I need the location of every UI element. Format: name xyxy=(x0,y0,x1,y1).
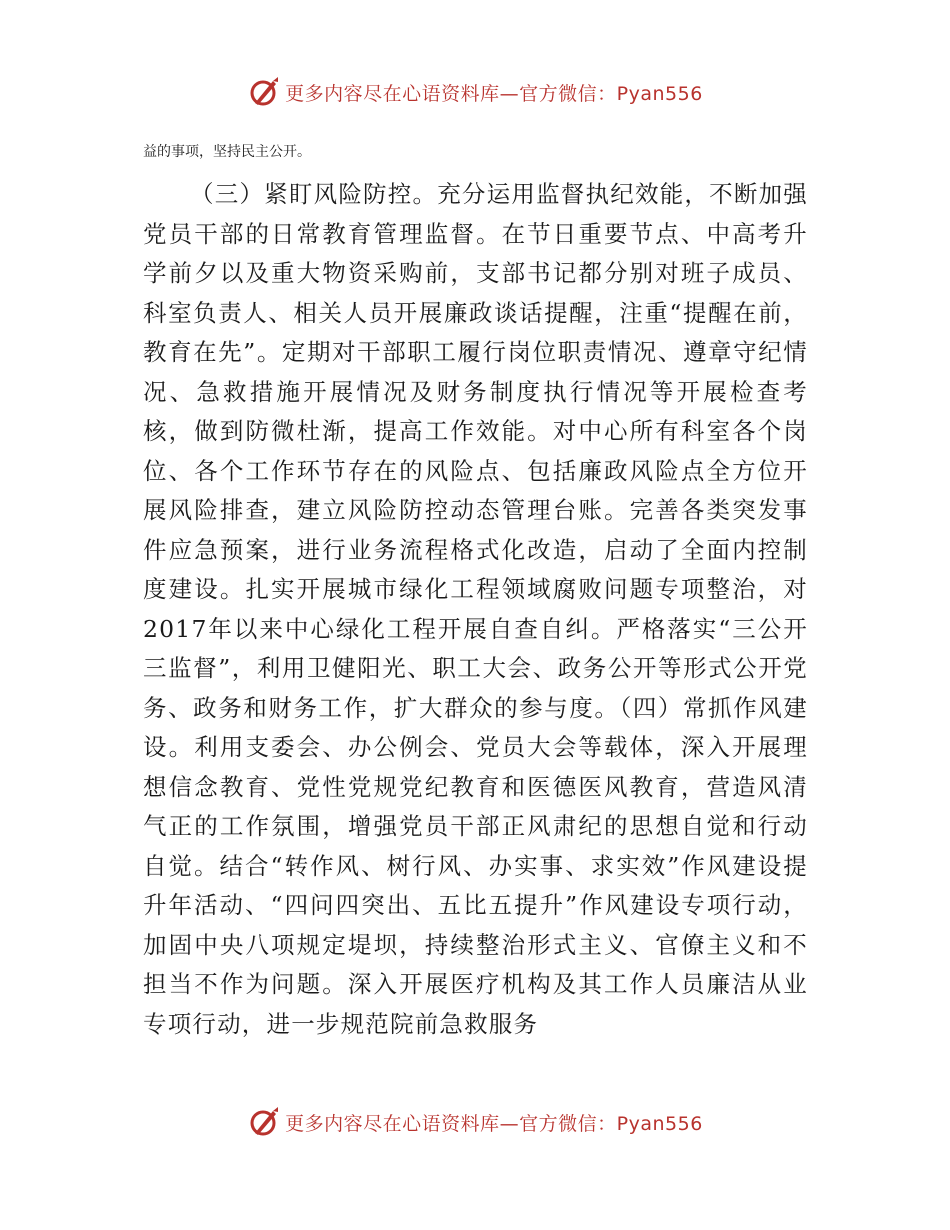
footer-banner xyxy=(0,1102,950,1142)
header-banner-text: 更多内容尽在心语资料库—官方微信：Pyan556 xyxy=(285,82,703,105)
quill-pen-logo-icon xyxy=(247,1105,281,1139)
header-banner xyxy=(0,72,950,112)
footer-banner-text: 更多内容尽在心语资料库—官方微信：Pyan556 xyxy=(285,1112,703,1135)
quill-pen-logo-icon xyxy=(247,75,281,109)
body-paragraph: （三）紧盯风险防控。充分运用监督执纪效能，不断加强党员干部的日常教育管理监督。在节日重要节点、中高考升学前夕以及重大物资采购前，支部书记都分别对班子成员、科室负责人、相关人员开展廉政谈话提醒，注重“提醒在前，教育在先”。定期对干部职工履行岗位职责情况、遵章守纪情况、急救措施开展情况及财务制度执行情况等开展检查考核，做到防微杜渐，提高工作效能。对中心所有科室各个岗位、各个工作环节存在的风险点、包括廉政风险点全方位开展风险排查，建立风险防控动态管理台账。完善各类突发事件应急预案，进行业务流程格式化改造，启动了全面内控制度建设。扎实开展城市绿化工程领域腐败问题专项整治，对2017年以来中心绿化工程开展自查自纠。严格落实“三公开三监督”，利用卫健阳光、职工大会、政务公开等形式公开党务、政务和财务工作，扩大群众的参与度。（四）常抓作风建设。利用支委会、办公例会、党员大会等载体，深入开展理想信念教育、党性党规党纪教育和医德医风教育，营造风清气正的工作氛围，增强党员干部正风肃纪的思想自觉和行动自觉。结合“转作风、树行风、办实事、求实效”作风建设提升年活动、“四问四突出、五比五提升”作风建设专项行动，加固中央八项规定堤坝，持续整治形式主义、官僚主义和不担当不作为问题。深入开展医疗机构及其工作人员廉洁从业专项行动，进一步规范院前急救服务 xyxy=(143,180,808,1038)
continuation-line: 益的事项，坚持民主公开。 xyxy=(143,144,311,160)
